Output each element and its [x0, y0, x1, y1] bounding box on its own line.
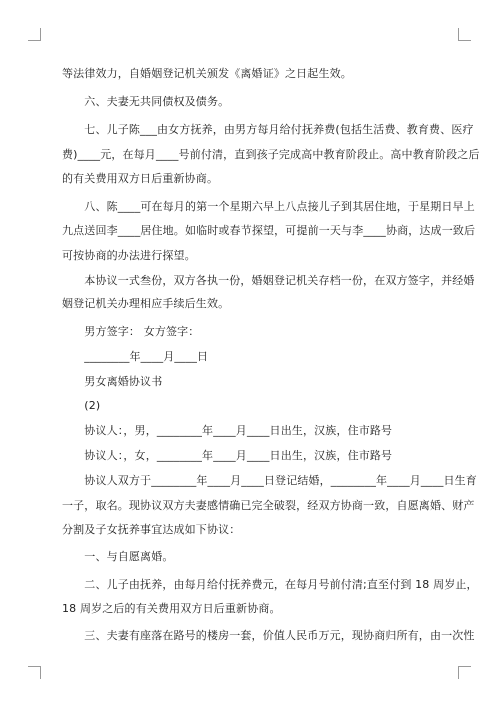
text-line: 九点送回李____居住地。如临时或春节探望，可提前一天与李____协商，达成一致后 — [62, 224, 476, 237]
text-line: 协议人：，男，________年____月____日出生，汉族，住市路号 — [62, 424, 393, 437]
text-line: 本协议一式叁份，双方各执一份，婚姻登记机关存档一份，在双方签字，并经婚 — [62, 274, 475, 287]
section-number: (2) — [62, 399, 101, 412]
date-line: ________年____月____日 — [62, 350, 209, 363]
crop-mark-bottom-left — [28, 666, 41, 679]
text-line: 六、夫妻无共同债权及债务。 — [62, 95, 230, 108]
text-line: 费)____元，在每月____号前付清，直到孩子完成高中教育阶段止。高中教育阶段之后 — [62, 148, 480, 161]
text-line: 可按协商的办法进行探望。 — [62, 249, 196, 262]
text-line: 协议人双方于________年____月____日登记结婚，________年____月____日生育 — [62, 474, 477, 487]
text-line: 分割及子女抚养事宜达成如下协议： — [62, 523, 241, 536]
text-line: 三、夫妻有座落在路号的楼房一套，价值人民币万元，现协商归所有，由一次性 — [62, 629, 475, 642]
text-line: 等法律效力，自婚姻登记机关颁发《离婚证》之日起生效。 — [62, 67, 352, 80]
signature-line: 男方签字： 女方签字： — [62, 325, 200, 338]
text-line: 八、陈____可在每月的第一个星期六早上八点接儿子到其居住地，于星期日早上 — [62, 200, 475, 213]
text-line: 的有关费用双方日后重新协商。 — [62, 172, 219, 185]
text-line: 一、与自愿离婚。 — [62, 550, 174, 563]
crop-mark-top-left — [28, 28, 41, 41]
text-line: 姻登记机关办理相应手续后生效。 — [62, 297, 230, 310]
text-line: 18 周岁之后的有关费用双方日后重新协商。 — [62, 602, 281, 615]
text-line: 一子，取名。现协议双方夫妻感情确已完全破裂，经双方协商一致，自愿离婚、财产 — [62, 499, 475, 512]
text-line: 协议人：，女，________年____月____日出生，汉族，住市路号 — [62, 449, 393, 462]
document-heading: 男女离婚协议书 — [62, 375, 163, 388]
crop-mark-bottom-right — [458, 666, 471, 679]
text-line: 七、儿子陈___由女方抚养，由男方每月给付抚养费(包括生活费、教育费、医疗 — [62, 123, 474, 136]
text-line: 二、儿子由抚养，由每月给付抚养费元，在每月号前付清;直至付到 18 周岁止， — [62, 578, 478, 591]
crop-mark-top-right — [458, 28, 471, 41]
